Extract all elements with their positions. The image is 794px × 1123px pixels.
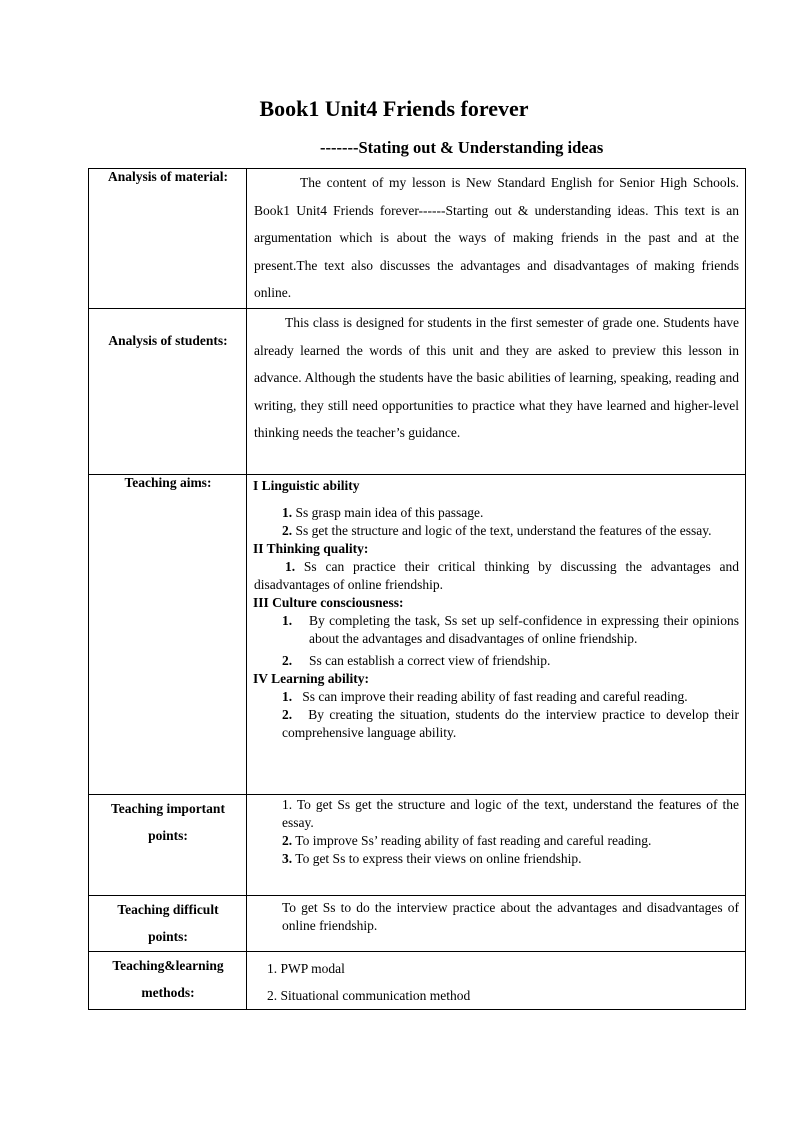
aims-1-item-1 <box>254 504 739 522</box>
document-subtitle: -------Stating out & Understanding ideas <box>320 138 604 157</box>
label-material: Analysis of material: <box>89 169 247 309</box>
content-methods <box>247 952 746 1010</box>
row-students <box>89 309 746 475</box>
label-difficult: Teaching difficult points: <box>89 896 247 952</box>
aims-2-item-1 <box>254 558 739 594</box>
text-material: The content of my lesson is New Standard English for Senior High Schools. Book1 Unit4 Friends forever------Starting out & understanding ideas. This text is an argumentation which is about the ways of making friends in the past and at the present.The text also discusses the advantages and disadvantages of making friends online. <box>254 175 739 301</box>
important-item-3 <box>254 850 739 868</box>
row-difficult <box>89 896 746 952</box>
aims-3-item-1-num: 1. <box>282 613 293 628</box>
aims-4-item-1-num: 1. <box>282 689 293 704</box>
aims-4-item-2-num: 2. <box>282 707 293 722</box>
important-item-2 <box>254 832 739 850</box>
aims-1-item-2-text: Ss get the structure and logic of the text, understand the features of the essay. <box>295 523 712 538</box>
aims-3-item-2-text: Ss can establish a correct view of friendship. <box>309 653 551 668</box>
content-important <box>247 795 746 896</box>
method-item-1: 1. PWP modal <box>267 961 345 976</box>
aims-4-item-2 <box>254 706 739 742</box>
content-material <box>247 169 746 309</box>
important-item-1-text: To get Ss get the structure and logic of the text, understand the features of the essay. <box>282 797 739 830</box>
text-difficult: To get Ss to do the interview practice about the advantages and disadvantages of online friendship. <box>282 900 739 933</box>
content-aims <box>247 475 746 795</box>
important-item-1 <box>254 796 739 832</box>
aims-1-item-2 <box>254 522 739 540</box>
label-students: Analysis of students: <box>89 309 247 475</box>
important-item-2-num: 2. <box>282 833 293 848</box>
aims-1-item-2-num: 2. <box>282 523 293 538</box>
important-item-3-num: 3. <box>282 851 293 866</box>
lesson-plan-table <box>88 168 746 1010</box>
row-important <box>89 795 746 896</box>
aims-3-item-1-text: By completing the task, Ss set up self-confidence in expressing their opinions about the advantages and disadvantages of online friendship. <box>309 613 739 646</box>
aims-4-item-2-text: By creating the situation, students do the interview practice to develop their comprehensive language ability. <box>282 707 739 740</box>
important-item-3-text: To get Ss to express their views on online friendship. <box>295 851 582 866</box>
row-aims <box>89 475 746 795</box>
row-methods <box>89 952 746 1010</box>
aims-section-4: IV Learning ability: <box>253 671 370 686</box>
row-material <box>89 169 746 309</box>
aims-section-1: I Linguistic ability <box>253 478 360 493</box>
aims-2-item-1-num: 1. <box>285 559 296 574</box>
aims-2-item-1-text: Ss can practice their critical thinking by discussing the advantages and disadvantages of online friendship. <box>254 559 739 592</box>
document-title: Book1 Unit4 Friends forever <box>259 96 529 121</box>
content-difficult <box>247 896 746 952</box>
aims-section-3: III Culture consciousness: <box>253 595 404 610</box>
aims-section-2: II Thinking quality: <box>253 541 369 556</box>
aims-4-item-1-text: Ss can improve their reading ability of fast reading and careful reading. <box>302 689 688 704</box>
aims-1-item-1-num: 1. <box>282 505 293 520</box>
method-item-2: 2. Situational communication method <box>267 988 471 1003</box>
label-important: Teaching important points: <box>89 795 247 896</box>
aims-3-item-2-num: 2. <box>282 653 293 668</box>
important-item-2-text: To improve Ss’ reading ability of fast reading and careful reading. <box>295 833 652 848</box>
text-students: This class is designed for students in the first semester of grade one. Students have already learned the words of this unit and they are asked to preview this lesson in advance. Although the students have the basic abilities of learning, speaking, reading and writing, they still need opportunities to practice what they have learned and higher-level thinking needs the teacher’s guidance. <box>254 315 739 441</box>
aims-3-item-2 <box>254 652 739 670</box>
aims-4-item-1 <box>254 688 739 706</box>
content-students <box>247 309 746 475</box>
important-item-1-num: 1. <box>282 797 293 812</box>
aims-3-item-1 <box>254 612 739 648</box>
label-methods: Teaching&learning methods: <box>89 952 247 1010</box>
label-aims: Teaching aims: <box>89 475 247 795</box>
aims-1-item-1-text: Ss grasp main idea of this passage. <box>295 505 484 520</box>
